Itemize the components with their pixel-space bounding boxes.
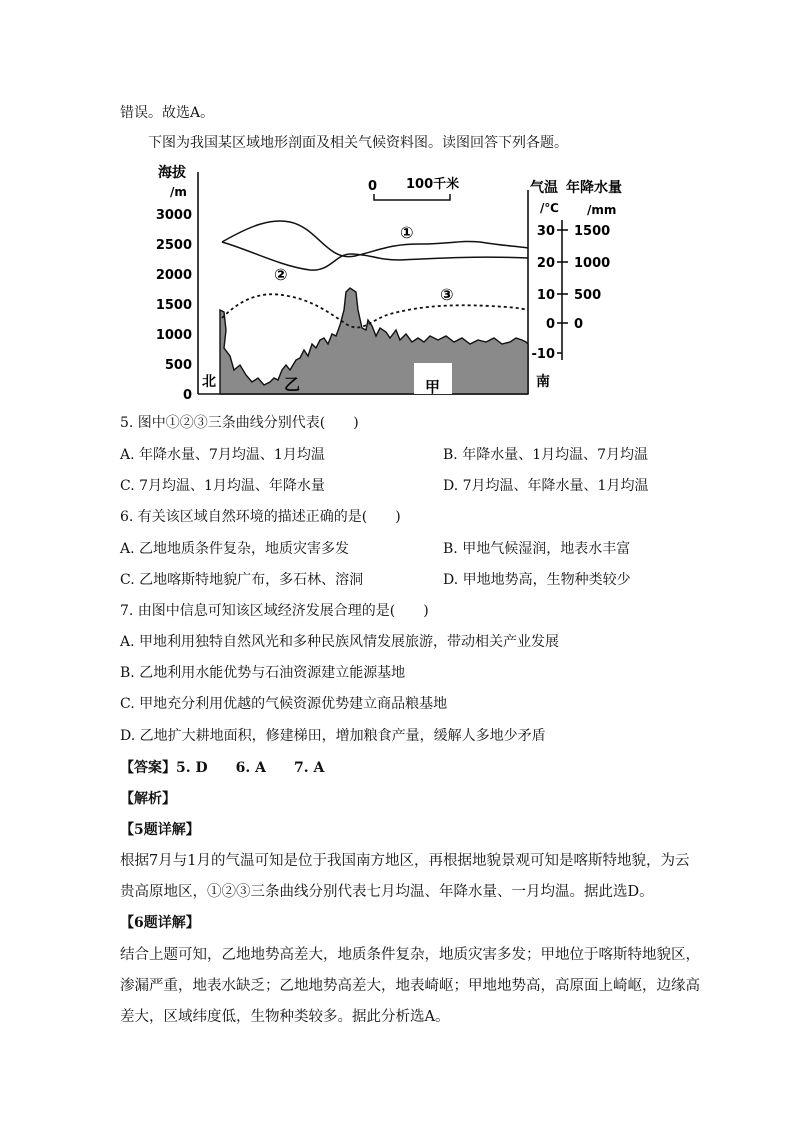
temp-tick: 0: [545, 317, 555, 332]
curve-1-label: ①: [400, 223, 414, 242]
q6-explanation-heading: 【6题详解】: [120, 915, 200, 931]
altitude-tick: 1000: [155, 328, 192, 343]
option-5d: D. 7月均温、年降水量、1月均温: [443, 478, 649, 494]
altitude-unit: /m: [170, 185, 187, 199]
option-7d: D. 乙地扩大耕地面积，修建梯田，增加粮食产量，缓解人多地少矛盾: [120, 728, 546, 744]
temp-tick: 10: [536, 288, 555, 303]
precip-tick: 500: [574, 288, 602, 303]
scale-bar: [374, 194, 450, 200]
curve-3: [222, 294, 528, 327]
terrain-profile: [220, 288, 528, 394]
altitude-title: 海拔: [158, 165, 186, 181]
option-7c: C. 甲地充分利用优越的气候资源优势建立商品粮基地: [120, 696, 448, 712]
question-5: 5. 图中①②③三条曲线分别代表( ): [120, 415, 359, 431]
scale-zero: 0: [368, 179, 378, 194]
question-6: 6. 有关该区域自然环境的描述正确的是( ): [120, 509, 401, 525]
temp-tick: -10: [531, 347, 555, 362]
precip-unit: /mm: [587, 203, 617, 217]
precip-title: 年降水量: [566, 180, 622, 196]
q6-explanation-line: 差大，区域纬度低，生物种类较多。据此分析选A。: [120, 1009, 450, 1025]
precip-tick: 1000: [574, 256, 611, 271]
scale-label: 100千米: [406, 177, 460, 192]
curve-2: [222, 242, 528, 270]
south-label: 南: [536, 374, 550, 390]
q5-explanation-line: 根据7月与1月的气温可知是位于我国南方地区，再根据地貌景观可知是喀斯特地貌，为云: [120, 853, 690, 869]
option-5c: C. 7月均温、1月均温、年降水量: [120, 478, 325, 494]
temp-title: 气温: [530, 180, 558, 196]
q6-explanation-line: 渗漏严重，地表水缺乏；乙地地势高差大，地表崎岖；甲地地势高，高原面上崎岖，边缘高: [120, 978, 700, 994]
option-5a: A. 年降水量、7月均温、1月均温: [120, 447, 325, 463]
north-label: 北: [202, 374, 216, 390]
q6-explanation-line: 结合上题可知，乙地地势高差大，地质条件复杂，地质灾害多发；甲地位于喀斯特地貌区，: [120, 947, 700, 963]
altitude-tick: 0: [182, 388, 192, 403]
question-7: 7. 由图中信息可知该区域经济发展合理的是( ): [120, 603, 429, 619]
option-7a: A. 甲地利用独特自然风光和多种民族风情发展旅游，带动相关产业发展: [120, 634, 560, 650]
option-6a: A. 乙地地质条件复杂，地质灾害多发: [120, 541, 350, 557]
altitude-tick: 1500: [155, 298, 192, 313]
q5-explanation-line: 贵高原地区，①②③三条曲线分别代表七月均温、年降水量、一月均温。据此选D。: [120, 884, 654, 900]
option-7b: B. 乙地利用水能优势与石油资源建立能源基地: [120, 665, 406, 681]
terrain-climate-figure: [150, 160, 622, 403]
place-jia-label: 甲: [425, 378, 441, 396]
altitude-tick: 2000: [155, 268, 192, 283]
option-6b: B. 甲地气候湿润，地表水丰富: [443, 541, 631, 557]
option-5b: B. 年降水量、1月均温、7月均温: [443, 447, 649, 463]
altitude-tick: 2500: [155, 238, 192, 253]
option-6c: C. 乙地喀斯特地貌广布，多石林、溶洞: [120, 572, 364, 588]
precip-tick: 1500: [574, 224, 611, 239]
altitude-tick: 500: [164, 358, 192, 373]
analysis-heading: 【解析】: [120, 791, 176, 807]
curve-3-label: ③: [440, 285, 454, 304]
answer-line: 【答案】5. D 6. A 7. A: [120, 760, 325, 776]
temp-unit: /℃: [540, 201, 559, 215]
curve-1: [222, 221, 528, 257]
curve-2-label: ②: [274, 265, 288, 284]
temp-tick: 20: [536, 256, 555, 271]
temp-tick: 30: [536, 224, 555, 239]
altitude-tick: 3000: [155, 208, 192, 223]
q5-explanation-heading: 【5题详解】: [120, 822, 200, 838]
option-6d: D. 甲地地势高，生物种类较少: [443, 572, 631, 588]
place-yi-label: 乙: [284, 375, 301, 394]
intro-text: 下图为我国某区域地形剖面及相关气候资料图。读图回答下列各题。: [148, 135, 568, 151]
precip-tick: 0: [574, 317, 584, 332]
text-line: 错误。故选A。: [120, 105, 215, 121]
